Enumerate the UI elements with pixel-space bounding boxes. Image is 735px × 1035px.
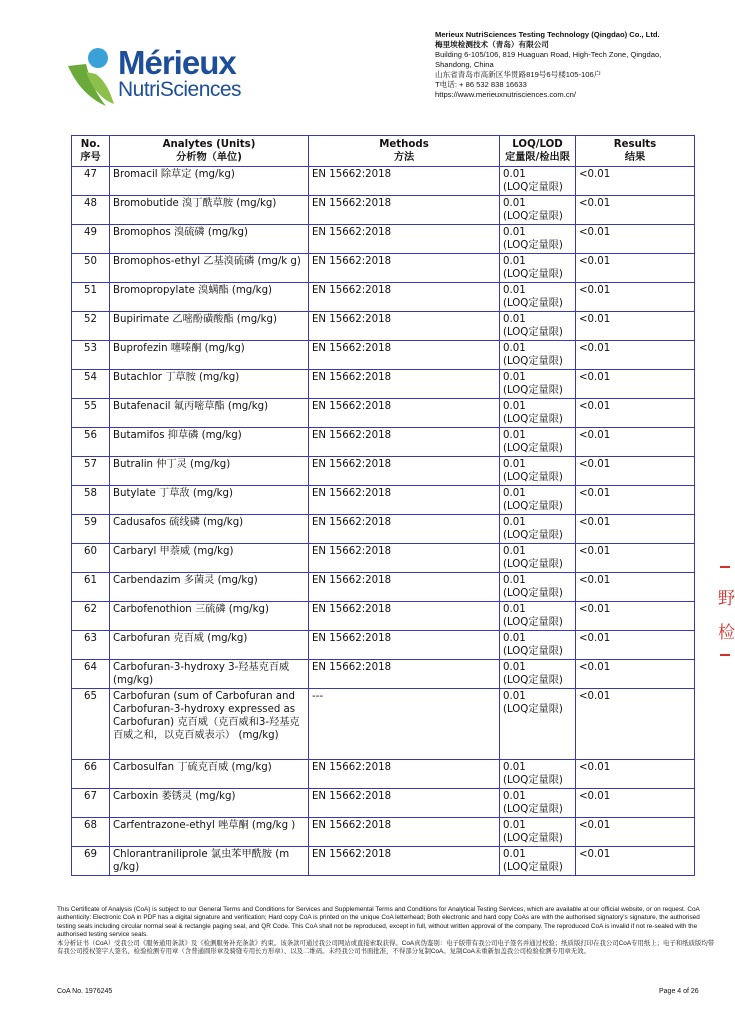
- table-row: [72, 167, 695, 196]
- row-result: <0.01: [576, 196, 695, 225]
- row-loq: 0.01 (LOQ定量限): [500, 457, 576, 486]
- row-loq: 0.01 (LOQ定量限): [500, 847, 576, 876]
- row-number: 53: [72, 341, 110, 370]
- table-header-row: [72, 136, 695, 167]
- row-number: 57: [72, 457, 110, 486]
- row-number: 60: [72, 544, 110, 573]
- row-loq: 0.01 (LOQ定量限): [500, 602, 576, 631]
- row-method: EN 15662:2018: [309, 428, 500, 457]
- row-loq: 0.01 (LOQ定量限): [500, 689, 576, 760]
- footer-terms-cn: 本分析证书（CoA）受我公司《服务通用条款》及《检测服务补充条款》约束。该条款可通过我公司网站或直接索取获得。CoA真伪鉴别：电子版带有我公司电子签名并通过校验；纸质版打印在我公司CoA专用纸上；电子和纸质版均带有我公司授权签字人签名、检验检测专用章（含普通圆形章及骑缝专用长方形章）、以及二维码。未经我公司书面批准，不得部分复制CoA。复制CoA未重新加盖我公司检验检测专用章无效。: [57, 939, 715, 956]
- row-method: EN 15662:2018: [309, 370, 500, 399]
- logo-mark-icon: [66, 44, 122, 114]
- row-result: <0.01: [576, 486, 695, 515]
- table-row: [72, 399, 695, 428]
- row-method: EN 15662:2018: [309, 515, 500, 544]
- row-analyte: Carbofuran (sum of Carbofuran and Carbofuran-3-hydroxy expressed as Carbofuran) 克百威（克百威和3-羟基克百威之和，以克百威表示） (mg/kg): [110, 689, 309, 760]
- row-method: EN 15662:2018: [309, 760, 500, 789]
- row-method: EN 15662:2018: [309, 399, 500, 428]
- row-result: <0.01: [576, 167, 695, 196]
- header-no: No. 序号: [72, 136, 110, 167]
- row-number: 65: [72, 689, 110, 760]
- row-number: 51: [72, 283, 110, 312]
- row-number: 47: [72, 167, 110, 196]
- row-loq: 0.01 (LOQ定量限): [500, 428, 576, 457]
- page-number: Page 4 of 26: [659, 988, 699, 995]
- table-row: [72, 254, 695, 283]
- row-analyte: Butafenacil 氟丙嘧草酯 (mg/kg): [110, 399, 309, 428]
- table-row: [72, 544, 695, 573]
- row-analyte: Carbaryl 甲萘威 (mg/kg): [110, 544, 309, 573]
- row-result: <0.01: [576, 399, 695, 428]
- row-method: EN 15662:2018: [309, 631, 500, 660]
- row-number: 49: [72, 225, 110, 254]
- row-analyte: Carfentrazone-ethyl 唑草酮 (mg/kg ): [110, 818, 309, 847]
- row-analyte: Carbosulfan 丁硫克百威 (mg/kg): [110, 760, 309, 789]
- row-number: 59: [72, 515, 110, 544]
- row-result: <0.01: [576, 312, 695, 341]
- row-result: <0.01: [576, 515, 695, 544]
- row-result: <0.01: [576, 370, 695, 399]
- row-analyte: Carbofuran-3-hydroxy 3-羟基克百威 (mg/kg): [110, 660, 309, 689]
- table-row: [72, 573, 695, 602]
- row-result: <0.01: [576, 847, 695, 876]
- table-row: [72, 631, 695, 660]
- table-row: [72, 428, 695, 457]
- company-tel: T电话: + 86 532 838 16633: [435, 80, 527, 89]
- row-loq: 0.01 (LOQ定量限): [500, 760, 576, 789]
- row-result: <0.01: [576, 689, 695, 760]
- row-result: <0.01: [576, 341, 695, 370]
- header-loq: LOQ/LOD 定量限/检出限: [500, 136, 576, 167]
- row-method: EN 15662:2018: [309, 312, 500, 341]
- row-result: <0.01: [576, 631, 695, 660]
- row-loq: 0.01 (LOQ定量限): [500, 399, 576, 428]
- row-number: 69: [72, 847, 110, 876]
- row-loq: 0.01 (LOQ定量限): [500, 515, 576, 544]
- row-method: EN 15662:2018: [309, 486, 500, 515]
- company-info: [435, 30, 725, 100]
- table-row: [72, 760, 695, 789]
- row-analyte: Bromobutide 溴丁酰草胺 (mg/kg): [110, 196, 309, 225]
- row-method: EN 15662:2018: [309, 254, 500, 283]
- row-number: 56: [72, 428, 110, 457]
- company-name-en: Merieux NutriSciences Testing Technology (Qingdao) Co., Ltd.: [435, 30, 660, 39]
- table-row: [72, 689, 695, 760]
- seal-char-2: 检: [718, 623, 735, 643]
- row-result: <0.01: [576, 573, 695, 602]
- company-name-cn: 梅里埃检测技术（青岛）有限公司: [435, 40, 549, 49]
- table-row: [72, 847, 695, 876]
- row-method: EN 15662:2018: [309, 225, 500, 254]
- row-method: EN 15662:2018: [309, 457, 500, 486]
- row-result: <0.01: [576, 457, 695, 486]
- row-result: <0.01: [576, 660, 695, 689]
- row-result: <0.01: [576, 225, 695, 254]
- coa-number: CoA No. 1976245: [57, 988, 113, 995]
- row-number: 67: [72, 789, 110, 818]
- row-analyte: Buprofezin 噻嗪酮 (mg/kg): [110, 341, 309, 370]
- table-row: [72, 341, 695, 370]
- row-analyte: Butylate 丁草敌 (mg/kg): [110, 486, 309, 515]
- table-row: [72, 515, 695, 544]
- row-loq: 0.01 (LOQ定量限): [500, 789, 576, 818]
- row-loq: 0.01 (LOQ定量限): [500, 283, 576, 312]
- seal-char-1: 野: [718, 589, 735, 609]
- row-loq: 0.01 (LOQ定量限): [500, 254, 576, 283]
- row-method: EN 15662:2018: [309, 847, 500, 876]
- row-loq: 0.01 (LOQ定量限): [500, 341, 576, 370]
- row-result: <0.01: [576, 283, 695, 312]
- row-method: EN 15662:2018: [309, 818, 500, 847]
- row-loq: 0.01 (LOQ定量限): [500, 631, 576, 660]
- table-row: [72, 789, 695, 818]
- row-method: ---: [309, 689, 500, 760]
- row-analyte: Butamifos 抑草磷 (mg/kg): [110, 428, 309, 457]
- row-analyte: Carboxin 萎锈灵 (mg/kg): [110, 789, 309, 818]
- row-number: 61: [72, 573, 110, 602]
- table-row: [72, 457, 695, 486]
- company-address-cn: 山东省青岛市高新区华贯路819号6号楼105-106户: [435, 70, 602, 79]
- row-number: 52: [72, 312, 110, 341]
- header-result: Results 结果: [576, 136, 695, 167]
- row-loq: 0.01 (LOQ定量限): [500, 818, 576, 847]
- row-result: <0.01: [576, 254, 695, 283]
- table-row: [72, 225, 695, 254]
- row-number: 66: [72, 760, 110, 789]
- row-loq: 0.01 (LOQ定量限): [500, 370, 576, 399]
- row-loq: 0.01 (LOQ定量限): [500, 486, 576, 515]
- row-loq: 0.01 (LOQ定量限): [500, 196, 576, 225]
- row-result: <0.01: [576, 789, 695, 818]
- row-result: <0.01: [576, 428, 695, 457]
- results-table: [71, 135, 695, 876]
- row-method: EN 15662:2018: [309, 602, 500, 631]
- row-result: <0.01: [576, 818, 695, 847]
- row-analyte: Carbofenothion 三硫磷 (mg/kg): [110, 602, 309, 631]
- footer-terms: [57, 906, 717, 956]
- table-row: [72, 486, 695, 515]
- row-method: EN 15662:2018: [309, 789, 500, 818]
- row-method: EN 15662:2018: [309, 167, 500, 196]
- row-method: EN 15662:2018: [309, 341, 500, 370]
- row-number: 55: [72, 399, 110, 428]
- row-loq: 0.01 (LOQ定量限): [500, 167, 576, 196]
- row-analyte: Chlorantraniliprole 氯虫苯甲酰胺 (m g/kg): [110, 847, 309, 876]
- row-number: 58: [72, 486, 110, 515]
- table-row: [72, 818, 695, 847]
- row-number: 63: [72, 631, 110, 660]
- table-row: [72, 660, 695, 689]
- header-analyte: Analytes (Units) 分析物（单位): [110, 136, 309, 167]
- row-number: 50: [72, 254, 110, 283]
- table-row: [72, 602, 695, 631]
- row-analyte: Butachlor 丁草胺 (mg/kg): [110, 370, 309, 399]
- table-row: [72, 283, 695, 312]
- row-number: 54: [72, 370, 110, 399]
- company-website[interactable]: https://www.merieuxnutrisciences.com.cn/: [435, 90, 576, 99]
- logo-word-nutrisciences: NutriSciences: [118, 78, 242, 101]
- row-loq: 0.01 (LOQ定量限): [500, 225, 576, 254]
- row-method: EN 15662:2018: [309, 573, 500, 602]
- row-number: 48: [72, 196, 110, 225]
- row-analyte: Carbofuran 克百威 (mg/kg): [110, 631, 309, 660]
- row-result: <0.01: [576, 544, 695, 573]
- row-number: 64: [72, 660, 110, 689]
- row-number: 68: [72, 818, 110, 847]
- merieux-logo: [66, 44, 256, 114]
- row-loq: 0.01 (LOQ定量限): [500, 312, 576, 341]
- row-analyte: Butralin 仲丁灵 (mg/kg): [110, 457, 309, 486]
- row-method: EN 15662:2018: [309, 196, 500, 225]
- row-method: EN 15662:2018: [309, 283, 500, 312]
- row-loq: 0.01 (LOQ定量限): [500, 573, 576, 602]
- seal-line-top: [720, 566, 730, 568]
- logo-word-merieux: Mérieux: [118, 44, 236, 81]
- row-loq: 0.01 (LOQ定量限): [500, 544, 576, 573]
- row-analyte: Bromopropylate 溴螨酯 (mg/kg): [110, 283, 309, 312]
- row-loq: 0.01 (LOQ定量限): [500, 660, 576, 689]
- row-result: <0.01: [576, 602, 695, 631]
- table-row: [72, 370, 695, 399]
- seal-line-bottom: [720, 654, 730, 656]
- footer-terms-en: This Certificate of Analysis (CoA) is subject to our General Terms and Conditions for Services and Supplemental Terms and Conditions for Analytical Testing Services, which are available at our official website, or on request. CoA authenticity: Electronic CoA in PDF has a digital signature and verification; Hard copy CoA is printed on the unique CoA letterhead; Both electronic and hard copy CoAs are with the authorised signatory's signature, the authorised testing seals including circular normal seal & rectangle paging seal, and QR Code. This CoA shall not be reproduced, except in full, without written approval of the company. The reproduced CoA is invalid if not re-sealed with the authorised testing service seals.: [57, 906, 700, 939]
- row-method: EN 15662:2018: [309, 660, 500, 689]
- company-address-line2: Shandong, China: [435, 60, 494, 69]
- row-analyte: Bromophos-ethyl 乙基溴硫磷 (mg/k g): [110, 254, 309, 283]
- header-method: Methods 方法: [309, 136, 500, 167]
- company-address-line1: Building 6-105/106, 819 Huaguan Road, High-Tech Zone, Qingdao,: [435, 50, 662, 59]
- row-analyte: Bromacil 除草定 (mg/kg): [110, 167, 309, 196]
- row-analyte: Bupirimate 乙嘧酚磺酸酯 (mg/kg): [110, 312, 309, 341]
- row-analyte: Bromophos 溴硫磷 (mg/kg): [110, 225, 309, 254]
- row-method: EN 15662:2018: [309, 544, 500, 573]
- row-result: <0.01: [576, 760, 695, 789]
- row-analyte: Cadusafos 硫线磷 (mg/kg): [110, 515, 309, 544]
- row-analyte: Carbendazim 多菌灵 (mg/kg): [110, 573, 309, 602]
- row-number: 62: [72, 602, 110, 631]
- table-row: [72, 312, 695, 341]
- table-row: [72, 196, 695, 225]
